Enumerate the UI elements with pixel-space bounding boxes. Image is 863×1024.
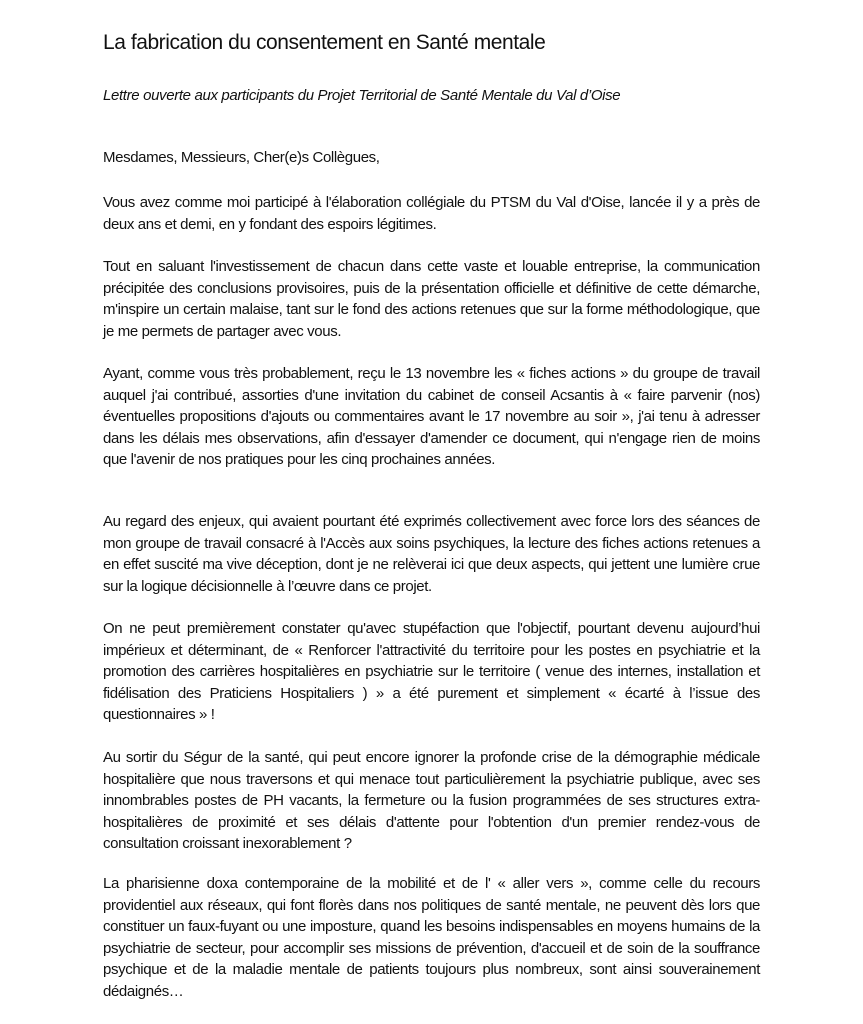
paragraph-2: Tout en saluant l'investissement de chacun dans cette vaste et louable entreprise, la communication précipitée des conclusions provisoires, puis de la présentation officielle et définitive de cette démarche, m'inspire un certain malaise, tant sur le fond des actions retenues que sur la forme méthodologique, que je me permets de partager avec vous.	[103, 258, 760, 340]
paragraph-7: La pharisienne doxa contemporaine de la mobilité et de l' « aller vers », comme celle du recours providentiel aux réseaux, qui font florès dans nos politiques de santé mentale, ne peuvent dès lors que constituer un faux-fuyant ou une imposture, quand les besoins indispensables en moyens humains de la psychiatrie de secteur, pour accomplir ses missions de prévention, d'accueil et de soin de la souffrance psychique et de la maladie mentale de patients toujours plus nombreux, sont ainsi souverainement dédaignés…	[103, 875, 760, 1000]
paragraph-6: Au sortir du Ségur de la santé, qui peut encore ignorer la profonde crise de la démographie médicale hospitalière que nous traversons et qui menace tout particulièrement la psychiatrie publique, avec ses innombrables postes de PH vacants, la fermeture ou la fusion programmées de ses structures extra-hospitalières de proximité et ses délais d'attente pour l'obtention d'un premier rendez-vous de consultation croissant inexorablement ?	[103, 749, 760, 853]
paragraph-5: On ne peut premièrement constater qu'avec stupéfaction que l'objectif, pourtant devenu aujourd’hui impérieux et déterminant, de « Renforcer l'attractivité du territoire pour les postes en psychiatrie et la promotion des carrières hospitalières en psychiatrie sur le territoire ( venue des internes, installation et fidélisation des Praticiens Hospitaliers ) » a été purement et simplement « écarté à l’issue des questionnaires » !	[103, 620, 760, 724]
document-title: La fabrication du consentement en Santé mentale	[103, 31, 546, 54]
paragraph-1: Vous avez comme moi participé à l'élaboration collégiale du PTSM du Val d'Oise, lancée il y a près de deux ans et demi, en y fondant des espoirs légitimes.	[103, 194, 760, 233]
paragraph-4: Au regard des enjeux, qui avaient pourtant été exprimés collectivement avec force lors des séances de mon groupe de travail consacré à l'Accès aux soins psychiques, la lecture des fiches actions retenues a en effet suscité ma vive déception, dont je ne relèverai ici que deux aspects, qui jettent une lumière crue sur la logique décisionnelle à l’œuvre dans ce projet.	[103, 513, 760, 595]
salutation: Mesdames, Messieurs, Cher(e)s Collègues,	[103, 149, 380, 166]
paragraph-3: Ayant, comme vous très probablement, reçu le 13 novembre les « fiches actions » du groupe de travail auquel j'ai contribué, assorties d'une invitation du cabinet de conseil Acsantis à « faire parvenir (nos) éventuelles propositions d'ajouts ou commentaires avant le 17 novembre au soir », j'ai tenu à adresser dans les délais mes observations, afin d'essayer d'amender ce document, qui n'engage rien de moins que l'avenir de nos pratiques pour les cinq prochaines années.	[103, 365, 760, 469]
document-subtitle: Lettre ouverte aux participants du Projet Territorial de Santé Mentale du Val d’Oise	[103, 87, 621, 104]
